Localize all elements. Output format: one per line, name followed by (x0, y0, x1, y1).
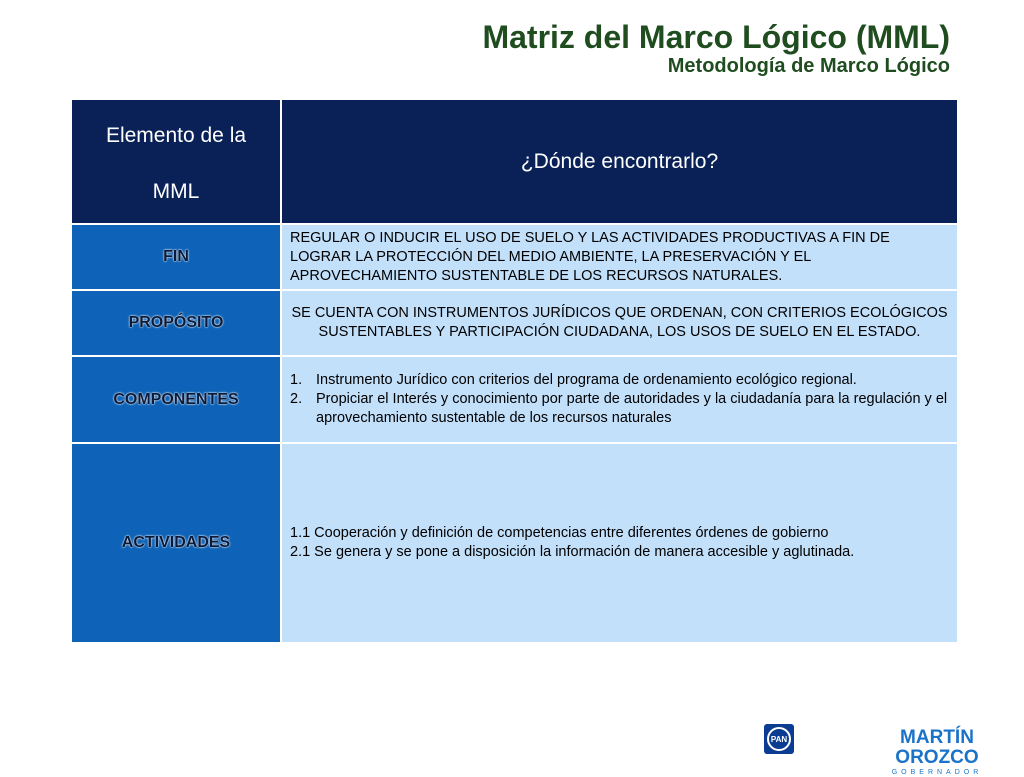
pan-logo-icon (764, 724, 794, 754)
row-text-fin: REGULAR O INDUCIR EL USO DE SUELO Y LAS ACTIVIDADES PRODUCTIVAS A FIN DE LOGRAR LA PROTECCIÓN DEL MEDIO AMBIENTE, LA PRESERVACIÓN Y EL APROVECHAMIENTO SUSTENTABLE DE LOS RECURSOS NATURALES. (281, 224, 958, 290)
componentes-list (290, 371, 949, 428)
list-item: 1. Instrumento Jurídico con criterios del programa de ordenamiento ecológico regional. (290, 372, 857, 388)
table-row (71, 443, 958, 643)
table-row (71, 290, 958, 356)
row-text-actividades (281, 443, 958, 643)
activity-line: 1.1 Cooperación y definición de competencias entre diferentes órdenes de gobierno (290, 525, 829, 541)
slide-title: Matriz del Marco Lógico (MML) (482, 19, 950, 55)
list-item: 2. Propiciar el Interés y conocimiento por parte de autoridades y la ciudadanía para la regulación y el aprovechamiento sustentable de los recursos naturales (290, 391, 948, 426)
brand-name: MARTÍN OROZCO (895, 727, 979, 768)
row-label-actividades: ACTIVIDADES (71, 443, 281, 643)
header-element: Elemento de la MML (71, 99, 281, 224)
table-row (71, 224, 958, 290)
row-text-componentes (281, 356, 958, 443)
table-row (71, 356, 958, 443)
brand-logo (862, 728, 1012, 777)
slide-header (482, 18, 950, 76)
logical-framework-table (70, 98, 959, 644)
brand-subtitle: GOBERNADOR (891, 769, 983, 776)
pan-logo-text: PAN (770, 734, 788, 744)
table-header-row (71, 99, 958, 224)
row-label-proposito: PROPÓSITO (71, 290, 281, 356)
row-label-fin: FIN (71, 224, 281, 290)
row-text-proposito: SE CUENTA CON INSTRUMENTOS JURÍDICOS QUE ORDENAN, CON CRITERIOS ECOLÓGICOS SUSTENTABLES Y PARTICIPACIÓN CIUDADANA, LOS USOS DE SUELO EN EL ESTADO. (281, 290, 958, 356)
header-where: ¿Dónde encontrarlo? (281, 99, 958, 224)
slide-subtitle: Metodología de Marco Lógico (667, 55, 950, 77)
activity-line: 2.1 Se genera y se pone a disposición la información de manera accesible y aglutinada. (290, 544, 855, 560)
row-label-componentes: COMPONENTES (71, 356, 281, 443)
